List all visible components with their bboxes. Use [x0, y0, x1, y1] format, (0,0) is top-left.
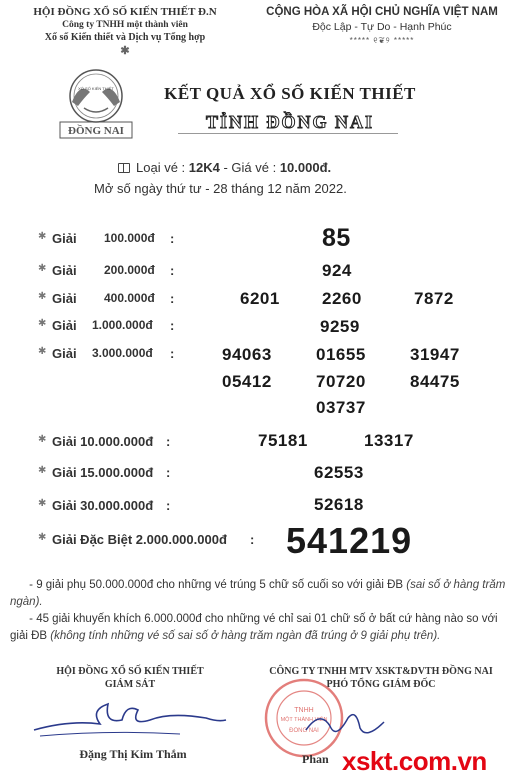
prize-number: 01655 — [316, 345, 366, 364]
asterisk-icon: ✱ — [38, 532, 47, 543]
ticket-type-label: Loại vé — [136, 160, 178, 175]
asterisk-icon: ✱ — [38, 498, 47, 509]
special-prize-number: 541219 — [286, 520, 413, 561]
prize-label: Giải 30.000.000đ — [52, 498, 154, 513]
site-watermark[interactable]: xskt.com.vn — [342, 746, 487, 776]
prize-value: 3.000.000đ — [92, 346, 153, 360]
prize-number: 03737 — [316, 398, 366, 417]
prize-number: 9259 — [320, 317, 360, 336]
prize-number: 6201 — [240, 289, 280, 308]
asterisk-icon: ✱ — [38, 318, 47, 329]
stamp-text-1: TNHH — [294, 707, 314, 714]
prize-number: 924 — [322, 261, 352, 280]
prize-number: 62553 — [314, 463, 364, 482]
prize-number: 05412 — [222, 372, 272, 391]
asterisk-icon: ✱ — [38, 263, 47, 274]
prize-label: Giải 15.000.000đ — [52, 465, 154, 480]
note-encouragement — [10, 611, 510, 645]
supervisor-signature — [30, 690, 230, 746]
page-title: KẾT QUẢ XỔ SỐ KIẾN THIẾT — [164, 84, 416, 103]
org-company-type: Công ty TNHH một thành viên — [62, 20, 188, 30]
prize-number: 52618 — [314, 495, 364, 514]
organization-header — [0, 6, 250, 57]
note-consolation-text: - 9 giải phụ 50.000.000đ cho những vé trúng 5 chữ số cuối so với giải ĐB — [29, 579, 404, 591]
prize-value: 400.000đ — [104, 291, 155, 305]
ticket-price-value: 10.000đ. — [279, 160, 332, 175]
supervisor-signature-block — [20, 666, 240, 690]
supervisor-role: GIÁM SÁT — [104, 679, 156, 690]
prize-number: 70720 — [316, 372, 366, 391]
book-icon — [118, 163, 130, 173]
prize-value: 200.000đ — [104, 263, 155, 277]
director-role: PHÓ TỔNG GIÁM ĐỐC — [326, 679, 436, 690]
director-name: Phan — [302, 752, 329, 766]
ornament-divider: ***** ୧❦୨ ***** — [349, 36, 415, 45]
supervisor-org: HỘI ĐỒNG XỔ SỐ KIẾN THIẾT — [56, 666, 204, 677]
asterisk-icon: ✱ — [38, 231, 47, 242]
prize-label: Giải — [52, 318, 77, 333]
logo-top-text: XỔ SỐ KIẾN THIẾT — [78, 86, 114, 91]
asterisk-icon: ✱ — [38, 434, 47, 445]
asterisk-icon: ✱ — [38, 346, 47, 357]
prize-number: 2260 — [322, 289, 362, 308]
stamp-text-3: ĐỒNG NAI — [289, 728, 319, 734]
note-consolation-italic: (sai số ở hàng trăm ngàn). — [10, 579, 506, 608]
note-encouragement-italic: (không tính những vé số sai số ở hàng trăm ngàn đã trúng ở 9 giải phụ trên). — [50, 630, 441, 642]
logo-name: ĐỒNG NAI — [68, 125, 124, 137]
prize-label: Giải — [52, 231, 77, 246]
draw-date: Mở số ngày thứ tư - 28 tháng 12 năm 2022. — [94, 181, 347, 196]
org-council-name: HỘI ĐỒNG XỔ SỐ KIẾN THIẾT Đ.N — [33, 6, 217, 18]
national-name: CỘNG HÒA XÃ HỘI CHỦ NGHĨA VIỆT NAM — [266, 6, 498, 18]
note-consolation — [10, 577, 510, 611]
national-motto: Độc Lập - Tự Do - Hạnh Phúc — [312, 21, 452, 33]
stamp-text-2: MỘT THÀNH VIÊN — [280, 717, 328, 723]
prize-label: Giải — [52, 291, 77, 306]
special-prize-label: Giải Đặc Biệt 2.000.000.000đ — [52, 532, 227, 547]
prize-value: 1.000.000đ — [92, 318, 153, 332]
prize-number: 31947 — [410, 345, 460, 364]
org-company-name: Xổ số Kiến thiết và Dịch vụ Tổng hợp — [44, 32, 206, 43]
national-header — [262, 6, 502, 46]
prize-number: 13317 — [364, 431, 414, 450]
ticket-type-value: 12K4 — [188, 160, 220, 175]
director-org: CÔNG TY TNHH MTV XSKT&DVTH ĐỒNG NAI — [269, 666, 493, 677]
supervisor-name: Đặng Thị Kim Thắm — [79, 747, 187, 761]
prize-number: 94063 — [222, 345, 272, 364]
prize-number: 7872 — [414, 289, 454, 308]
prize-label: Giải 10.000.000đ — [52, 434, 154, 449]
dong-nai-lottery-logo — [54, 62, 138, 142]
prize-label: Giải — [52, 263, 77, 278]
note-encouragement-text: - 45 giải khuyến khích 6.000.000đ cho những vé chỉ sai 01 chữ số ở bất cứ hàng nào so với giải ĐB — [10, 613, 498, 642]
prize-number: 85 — [322, 224, 351, 252]
page-subtitle: TỈNH ĐỒNG NAI — [205, 112, 374, 132]
asterisk-icon: ✱ — [38, 465, 47, 476]
asterisk-icon: ✱ — [38, 291, 47, 302]
prize-label: Giải — [52, 346, 77, 361]
title-underline — [178, 133, 398, 134]
prize-value: 100.000đ — [104, 231, 155, 245]
prize-number: 75181 — [258, 431, 308, 450]
ticket-price-label: Giá vé — [231, 160, 269, 175]
asterisk-icon: ✱ — [120, 45, 130, 57]
prize-number: 84475 — [410, 372, 460, 391]
director-signature — [300, 700, 390, 750]
ticket-info: Loại vé : 12K4 - Giá vé : 10.000đ. — [118, 160, 408, 175]
